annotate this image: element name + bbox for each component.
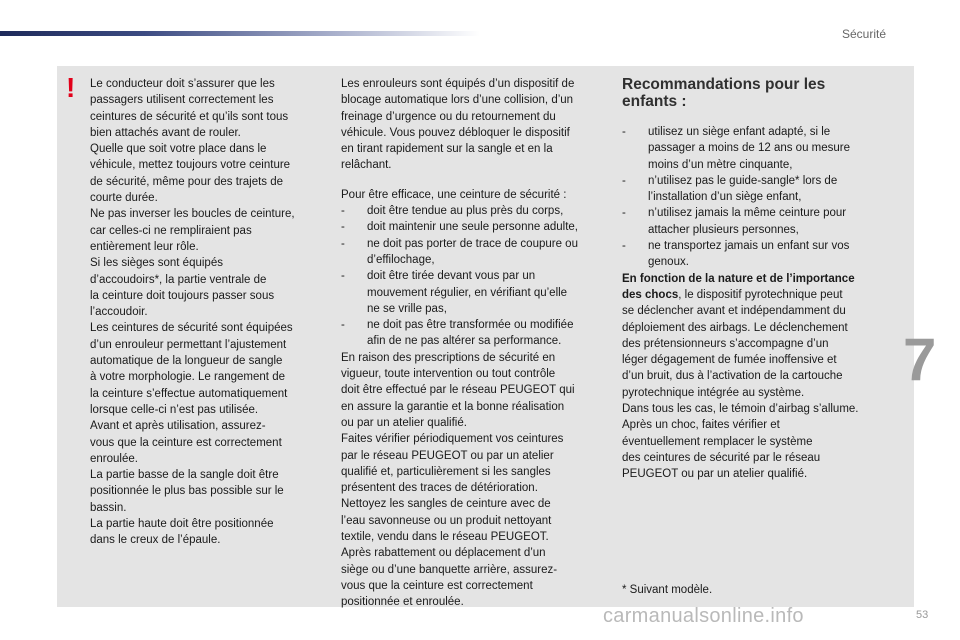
pretensioner-bold-lead: En fonction de la nature et de l’importance des chocs — [622, 272, 855, 301]
list-item: - n’utilisez pas le guide-sangle* lors de l’installation d’un siège enfant, — [622, 173, 886, 206]
watermark: carmanualsonline.info — [603, 605, 804, 627]
page-number: 53 — [916, 609, 929, 621]
children-heading: Recommandations pour les enfants : — [622, 76, 826, 110]
footnote: * Suivant modèle. — [622, 584, 713, 596]
retractor-intro: Les enrouleurs sont équipés d’un dispositif de blocage automatique lors d’une collision, d’un freinage d’urgence ou du retournement du véhicule. Vous pouvez débloquer le dispositif en tirant rapidement sur la sangle et en la relâchant. — [341, 78, 575, 172]
list-item: - n’utilisez jamais la même ceinture pour attacher plusieurs personnes, — [622, 205, 886, 238]
warning-text: Le conducteur doit s’assurer que les passagers utilisent correctement les ceintures de sécurité et qu’ils sont tous bien attachés avant de rouler. Quelle que soit votre place dans le véhicule, mettez toujours votre ceinture de sécurité, même pour des trajets de courte durée. Ne pas inverser les boucles de ceinture, car celles-ci ne rempliraient pas entièrement leur rôle. Si les sièges sont équipés d’accoudoirs*, la partie ventrale de la ceinture doit toujours passer sous l’accoudoir. Les ceintures de sécurité sont équipées d’un enrouleur permettant l’ajustement automatique de la longueur de sangle à votre morphologie. Le rangement de la ceinture s’effectue automatiquement lorsque celle-ci n’est pas utilisée. Avant et après utilisation, assurez- vous que la ceinture est correctement enroulée. La partie basse de la sangle doit être positionnée le plus bas possible sur le bassin. La partie haute doit être positionnée dans le creux de l’épaule. — [90, 78, 295, 547]
children-list — [622, 124, 886, 271]
efficacy-intro: Pour être efficace, une ceinture de sécurité : — [341, 188, 567, 201]
efficacy-list — [341, 203, 599, 350]
warning-icon: ! — [66, 72, 76, 103]
section-title: Sécurité — [841, 27, 886, 41]
chapter-number: 7 — [903, 326, 937, 393]
list-item: - doit être tendue au plus près du corps, — [341, 203, 599, 219]
warning-column — [90, 76, 322, 549]
list-item: - utilisez un siège enfant adapté, si le passager a moins de 12 ans ou mesure moins d’un mètre cinquante, — [622, 124, 886, 173]
list-item: - ne transportez jamais un enfant sur vos genoux. — [622, 238, 886, 271]
children-column — [622, 76, 886, 483]
list-item: - ne doit pas porter de trace de coupure ou d’effilochage, — [341, 236, 599, 269]
list-item: - doit être tirée devant vous par un mouvement régulier, en vérifiant qu’elle ne se vrille pas, — [341, 268, 599, 317]
list-item: - doit maintenir une seule personne adulte, — [341, 219, 599, 235]
middle-column — [341, 76, 599, 611]
maintenance-text: En raison des prescriptions de sécurité en vigueur, toute intervention ou tout contrôle doit être effectué par le réseau PEUGEOT qui en assure la garantie et la bonne réalisation ou par un atelier qualifié. Faites vérifier périodiquement vos ceintures par le réseau PEUGEOT ou par un atelier qualifié et, particulièrement si les sangles présentent des traces de détérioration. Nettoyez les sangles de ceinture avec de l’eau savonneuse ou un produit nettoyant textile, vendu dans le réseau PEUGEOT. Après rabattement ou déplacement d’un siège ou d’une banquette arrière, assurez- vous que la ceinture est correctement positionnée et enroulée. — [341, 351, 575, 609]
pretensioner-text: , le dispositif pyrotechnique peut se déclencher avant et indépendamment du déploiement des airbags. Le déclenchement des prétensionneurs s’accompagne d’un léger dégagement de fumée inoffensive et d’un bruit, dus à l’activation de la cartouche pyrotechnique intégrée au système. Dans tous les cas, le témoin d’airbag s’allume. Après un choc, faites vérifier et éventuellement remplacer le système des ceintures de sécurité par le réseau PEUGEOT ou par un atelier qualifié. — [622, 288, 859, 481]
pretensioner-paragraph — [622, 271, 886, 483]
header-accent-bar — [0, 31, 480, 36]
list-item: - ne doit pas être transformée ou modifiée afin de ne pas altérer sa performance. — [341, 317, 599, 350]
